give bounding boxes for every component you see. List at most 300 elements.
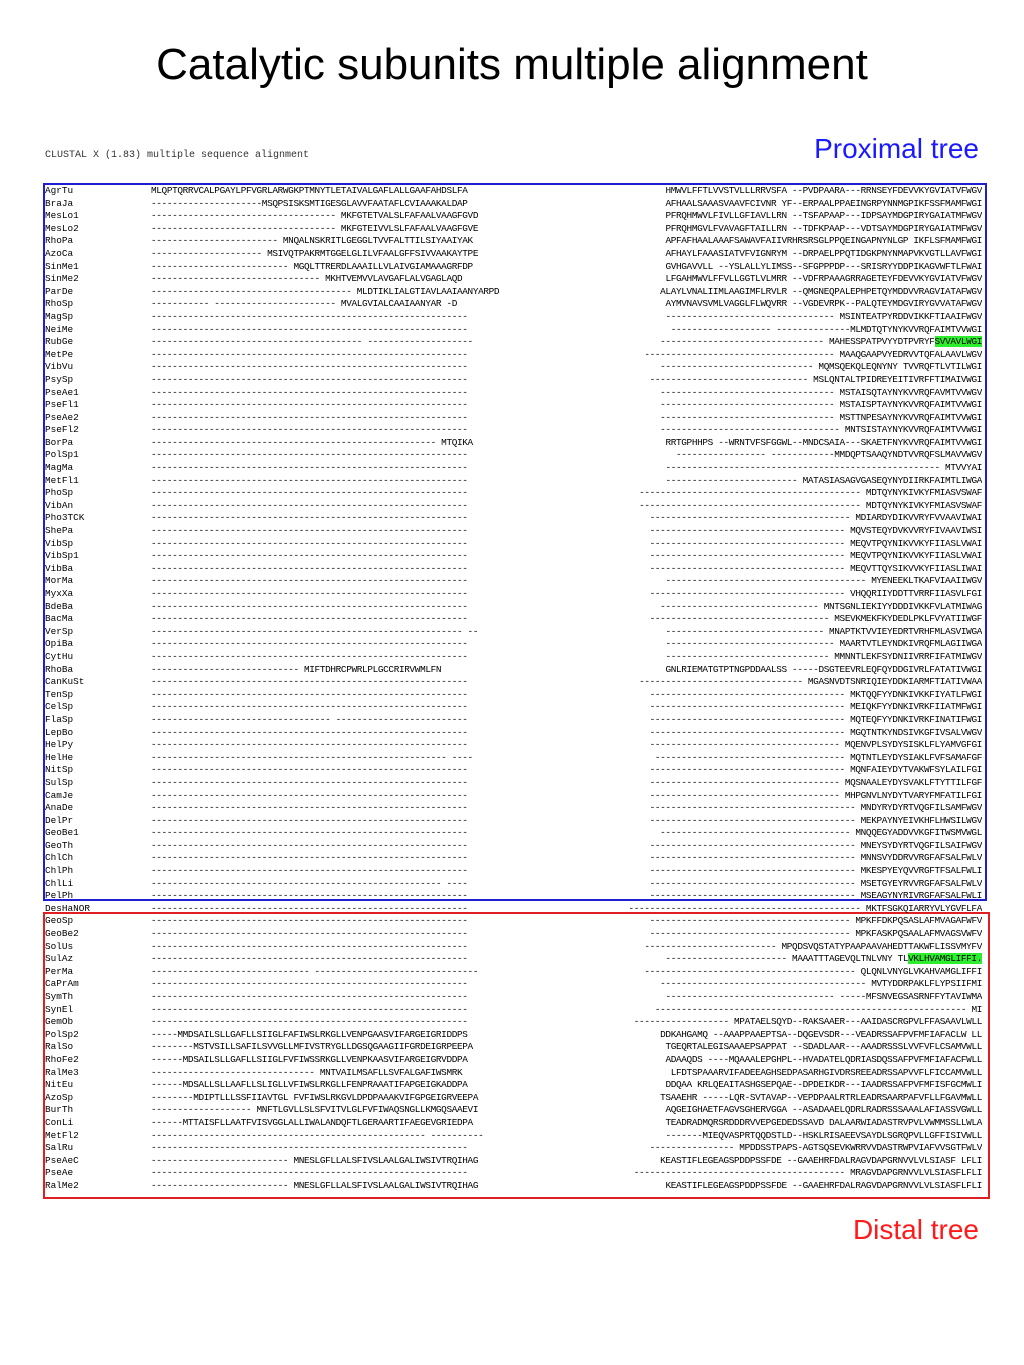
sequence-block-1: ------------------------------------------------------------: [151, 978, 468, 990]
alignment-row: [45, 1092, 985, 1105]
sequence-block-2: [572, 512, 982, 525]
sequence-block-2: [572, 714, 982, 727]
sequence-block-2-text: GNLRIEMATGTPTNGPDDAALSS -----DSGTEEVRLEQFQYDDGIVRLFATATIVWGI: [665, 663, 982, 675]
sequence-block-2-text: AFHAALSAAASVAAVFCIVNR YF--ERPAALPPAEINGRPYNNMGPIKFSSFMAMFWGI: [665, 197, 982, 209]
alignment-row: [45, 412, 985, 425]
sequence-block-1: ------------------------------------------------------------: [151, 512, 468, 524]
sequence-block-2: [572, 915, 982, 928]
sequence-name: VibAn: [45, 499, 74, 511]
sequence-block-2: [572, 941, 982, 954]
sequence-block-2: [572, 563, 982, 576]
alignment-rows: [45, 185, 985, 1193]
sequence-block-2: [572, 664, 982, 677]
sequence-block-2: [572, 752, 982, 765]
sequence-block-2-text: ---------------- MPDDSSTPAPS-AGTSQSEVKWRRVVDASTRWPVIAFVVSGTFWLV: [649, 1142, 982, 1154]
sequence-block-2-text: ADAAQDS ----MQAAALEPGHPL--HVADATELQDRIASDQSSAFPVFMFIAFACFWLL: [665, 1053, 982, 1065]
alignment-row: [45, 651, 985, 664]
sequence-block-2-text: --------------------------------------- MKESPYEYQVVRGFTFSALFWLI: [649, 865, 982, 877]
alignment-row: [45, 1142, 985, 1155]
sequence-block-2: [572, 928, 982, 941]
sequence-name: Pho3TCK: [45, 512, 85, 524]
sequence-block-1: ------------------------------------------------------------: [151, 890, 468, 902]
sequence-name: HelHe: [45, 751, 74, 763]
sequence-block-1: ------------------------------------------------------------: [151, 361, 468, 373]
sequence-name: VerSp: [45, 625, 74, 637]
sequence-block-2: [572, 538, 982, 551]
sequence-block-2-text: ------------------------------------- MQTEQFYYDNKIVRKFINATIFWGI: [649, 713, 982, 725]
sequence-block-2-text: TEADRADMQRSRDDDRVVEPGEDEDSSAVD DALAARWIADASTRVPVLVWMMSSLLWLA: [665, 1116, 982, 1128]
alignment-row: [45, 689, 985, 702]
sequence-block-2: [572, 588, 982, 601]
sequence-block-2: [572, 613, 982, 626]
sequence-name: OpiBa: [45, 638, 74, 650]
alignment-row: [45, 928, 985, 941]
alignment-row: [45, 714, 985, 727]
sequence-block-2: [572, 815, 982, 828]
sequence-block-2: [572, 298, 982, 311]
sequence-name: SynEl: [45, 1003, 74, 1015]
sequence-name: MetPe: [45, 348, 74, 360]
alignment-row: [45, 953, 985, 966]
alignment-row: [45, 941, 985, 954]
sequence-block-1: ------------------------------------------------------------: [151, 814, 468, 826]
sequence-block-1: ------------------------------------------------------------: [151, 676, 468, 688]
sequence-block-2-text: -------MIEQVASPRTQQDSTLD--HSKLRISAEEVSAYDLSGRQPVLLGFFISIVWLL: [665, 1129, 982, 1141]
sequence-block-1: ------------------------------------------------------------: [151, 575, 468, 587]
alignment-row: [45, 525, 985, 538]
sequence-block-2: [572, 361, 982, 374]
sequence-name: RalMe3: [45, 1066, 79, 1078]
sequence-block-2: [572, 991, 982, 1004]
sequence-block-2: [572, 374, 982, 387]
sequence-block-2: [572, 324, 982, 337]
sequence-block-1: ------------------------------------------------------------: [151, 789, 468, 801]
sequence-block-2: [572, 953, 982, 966]
sequence-name: PerMa: [45, 965, 74, 977]
sequence-block-1: ------------------------------------------------------------: [151, 499, 468, 511]
distal-tree-label: Distal tree: [852, 1214, 979, 1245]
sequence-block-1: ------------------------------------------------------------: [151, 386, 468, 398]
sequence-block-2-text: KEASTIFLEGEAGSPDDPSSFDE --GAAEHRFDALRAGVDAPGRNVVLVLSIASFLFLI: [665, 1179, 982, 1191]
sequence-name: MyxXa: [45, 588, 74, 599]
sequence-block-1: ---------------------------- MIFTDHRCPWRLPLGCCRIRVWMLFN: [151, 663, 442, 675]
sequence-block-1: ------------------------------------------------------------: [151, 852, 468, 864]
sequence-block-2-text: --------------------------------- MSTAISPTAYNYKVVRQFAIMTVVWGI: [660, 399, 982, 411]
sequence-name: RhoFe2: [45, 1053, 79, 1065]
sequence-block-1: ------------------------------------------------------------: [151, 739, 468, 751]
sequence-block-1: ----------------------------------- MKFGTEIVVLSLFAFAALVAAGFGVE: [151, 222, 479, 234]
sequence-block-1: -----MMDSAILSLLGAFLLSIIGLFAFIWSLRKGLLVENPGAASVIFARGEIGRIDDPS: [151, 1028, 468, 1040]
sequence-block-2-text: -------------------------------- MSINTEATPYRDDVIKKFTIAAIFWGV: [665, 310, 982, 322]
sequence-block-2-text: --------------------------------- MSTAISQTAYNYKVVRQFAVMTVVWGV: [660, 386, 982, 398]
sequence-name: VibSp1: [45, 550, 79, 562]
sequence-block-2: [572, 550, 982, 563]
sequence-block-2: [572, 462, 982, 475]
sequence-block-2: [572, 727, 982, 740]
alignment-row: [45, 752, 985, 765]
sequence-block-2: [572, 890, 982, 903]
sequence-block-2: [572, 1117, 982, 1130]
sequence-name: VibBa: [45, 562, 74, 574]
sequence-block-2-text: RRTGPHHPS --WRNTVFSFGGWL--MNDCSAIA---SKAETFNYKVVRQFAIMTVVWGI: [665, 436, 982, 448]
sequence-name: MagSp: [45, 310, 74, 322]
sequence-block-2-text: ------------------------------------- MEIQKFYYDNKIVRKFIIATMFWGI: [649, 701, 982, 713]
sequence-block-2-text: ----------------------------- MQMSQEKQLEQNYNY TVVRQFTLVTILWGI: [660, 361, 982, 373]
sequence-block-2-text: --------------------------------------- MVTYDDRPAKLFLYPSIIFMI: [660, 978, 982, 990]
alignment-row: [45, 210, 985, 223]
alignment-row: [45, 462, 985, 475]
sequence-block-2-text: --------------------------------- MSTTNPESAYNYKVVRQFAIMTVVWGI: [660, 411, 982, 423]
sequence-name: PseAe: [45, 1167, 74, 1179]
sequence-block-2-text: ---------------------------------------- MRAGVDAPGRNVVLVLSIASFLFLI: [633, 1167, 982, 1179]
sequence-block-2: [572, 349, 982, 362]
sequence-block-1: ----------------------------------------------------------- --: [151, 625, 479, 637]
sequence-block-1: --------MDIPTLLLSSFIIAVTGL FVFIWSLRKGVLDPDPAAAKVIFGPGEIGRVEEPA: [151, 1091, 479, 1103]
sequence-block-1: ------------------------------------------------------------: [151, 902, 468, 914]
sequence-name: BacMa: [45, 613, 74, 625]
sequence-block-1: ------------------------------------------------------------: [151, 600, 468, 612]
sequence-block-2: [572, 1004, 982, 1017]
alignment-row: [45, 487, 985, 500]
alignment-row: [45, 424, 985, 437]
sequence-name: PhoSp: [45, 487, 74, 499]
sequence-name: CamJe: [45, 789, 74, 801]
sequence-block-1: ------------------------------------------------------------: [151, 865, 468, 877]
sequence-block-1: -------------------------------------- MLDTIKLIALGTIAVLAAIAANYARPD: [151, 285, 500, 297]
sequence-block-2-text: ---------------------------------------------------- MTVVYAI: [665, 462, 982, 474]
sequence-name: MetFl1: [45, 474, 79, 486]
sequence-block-1: ----------- ----------------------- MVALGVIALCAAIAANYAR -D: [151, 298, 458, 310]
sequence-block-2: [572, 601, 982, 614]
sequence-block-1: ------------------------------------------------------------: [151, 399, 468, 411]
sequence-block-2: [572, 739, 982, 752]
sequence-name: ConLi: [45, 1116, 74, 1128]
sequence-block-2-text: KEASTIFLEGEAGSPDDPSSFDE --GAAEHRFDALRAGVDAPGRNVVLVLSIASF LFLI: [660, 1154, 982, 1166]
alignment-row: [45, 273, 985, 286]
alignment-row: [45, 449, 985, 462]
sequence-name: BurTh: [45, 1104, 74, 1116]
sequence-block-2-text: ALAYLVNALIIMLAAGIMFLRVLR --QMGNEQPALEPHPETQYMDDVVRAGVIATAFWGV: [660, 285, 982, 297]
sequence-block-2: [572, 903, 982, 916]
sequence-block-1: ------------------------------------------------------------: [151, 701, 468, 713]
sequence-name: CaPrAm: [45, 978, 79, 990]
sequence-block-2: [572, 1067, 982, 1080]
sequence-block-2-text: GVHGAVVLL --YSLALLYLIMSS--SFGPPPDP---SRISRYYDDPIKAGVWFTLFWAI: [665, 260, 982, 272]
alignment-row: [45, 626, 985, 639]
sequence-block-2-text: ------------------------------------------ MDTQYNYKIVKYFMIASVSWAF: [639, 499, 982, 511]
sequence-block-1: ------------------------------------------------------------: [151, 726, 468, 738]
sequence-block-2: [572, 1029, 982, 1042]
sequence-name: DesHaNOR: [45, 902, 91, 914]
sequence-block-2-text: -------------------------------------------- MKTFSGKQIARRYVLYGVFLFA: [628, 902, 982, 914]
sequence-name: ParDe: [45, 285, 74, 297]
sequence-block-2-text: --------------------------------------- MSEAGYNYRIVRGFAFSALFWLI: [649, 890, 982, 902]
sequence-block-2-text: ------------------------------------- MEQVTTQYSIKVVKYFIIASLIWAI: [649, 562, 982, 574]
alignment-row: [45, 613, 985, 626]
sequence-block-1: ------------------------------------------------------------: [151, 424, 468, 436]
sequence-block-2: [572, 1180, 982, 1193]
sequence-name: GeoBe1: [45, 827, 79, 839]
sequence-name: PseFl1: [45, 399, 79, 411]
alignment-row: [45, 575, 985, 588]
sequence-block-2-text: ------------------------------------------ MDTQYNYKIVKYFMIASVSWAF: [639, 487, 982, 499]
alignment-row: [45, 739, 985, 752]
sequence-block-1: ------------------------------------------------------------: [151, 650, 468, 662]
sequence-block-2-text: HMWVLFFTLVVSTVLLLRRVSFA --PVDPAARA---RRNSEYFDEVVKYGVIATVFWGV: [665, 185, 982, 196]
sequence-block-1: ------------------------------------------------------------: [151, 310, 468, 322]
alignment-row: [45, 185, 985, 198]
sequence-block-2-text: ------------------------------------- MQVSTEQYDVKVVRYFIVAAVIWSI: [649, 525, 982, 537]
page-title: Catalytic subunits multiple alignment: [156, 40, 868, 89]
sequence-name: AgrTu: [45, 185, 74, 196]
sequence-block-1: -------------------------- MNESLGFLLALSFIVSLAALGALIWSIVTRQIHAG: [151, 1154, 479, 1166]
sequence-block-1: ------------------------------------------------------------: [151, 915, 468, 927]
sequence-block-2-text: ------------------------------------- MKTQQFYYDNKIVKKFIYATLFWGI: [649, 688, 982, 700]
sequence-block-1: ------------------------------------------------------------: [151, 688, 468, 700]
sequence-block-2-text: ----------------------------------------------------------- MI: [654, 1003, 982, 1015]
sequence-block-2: [572, 412, 982, 425]
alignment-row: [45, 1180, 985, 1193]
sequence-block-2: [572, 1104, 982, 1117]
sequence-name: BraJa: [45, 197, 74, 209]
sequence-block-2-text: ------------------------------- MMNNTLEKFSYDNIIVRRFIFATMIWGV: [665, 650, 982, 662]
sequence-block-2-text: AYMVNAVSVMLVAGGLFLWQVRR --VGDEVRPK--PALQTEYMDGVIRYGVVATAFWGV: [665, 298, 982, 310]
sequence-block-2: [572, 424, 982, 437]
sequence-block-2: [572, 235, 982, 248]
alignment-row: [45, 1155, 985, 1168]
sequence-block-2: [572, 676, 982, 689]
sequence-name: HelPy: [45, 739, 74, 751]
sequence-block-2-text: -------------------------------------- MPKFFDKPQSASLAFMVAGAFWFV: [649, 915, 982, 927]
sequence-name: ShePa: [45, 525, 74, 537]
sequence-block-1: -------------------------- MNESLGFLLALSFIVSLAALGALIWSIVTRQIHAG: [151, 1179, 479, 1191]
sequence-block-2: [572, 689, 982, 702]
sequence-name: SinMe2: [45, 273, 79, 285]
alignment-row: [45, 223, 985, 236]
alignment-row: [45, 865, 985, 878]
sequence-block-1: -------------------------------- MKHTVEMVVLAVGAFLALVGAGLAQD: [151, 273, 463, 285]
sequence-block-2: [572, 185, 982, 198]
sequence-block-2-text: TSAAEHR -----LQR-SVTAVAP--VEPDPAALRTRLEADRSAARPAFVFLLFGAVMWLL: [660, 1091, 982, 1103]
sequence-block-2: [572, 802, 982, 815]
alignment-row: [45, 261, 985, 274]
alignment-row: [45, 777, 985, 790]
alignment-row: [45, 1067, 985, 1080]
alignment-row: [45, 991, 985, 1004]
alignment-row: [45, 336, 985, 349]
sequence-name: NeiMe: [45, 323, 74, 335]
alignment-row: [45, 727, 985, 740]
sequence-name: FlaSp: [45, 713, 74, 725]
alignment-row: [45, 915, 985, 928]
sequence-name: BorPa: [45, 436, 74, 448]
alignment-row: [45, 890, 985, 903]
sequence-block-2-text: -------------------------------------- MPKFASKPQSAALAFMVAGSVWFV: [649, 928, 982, 940]
sequence-block-2-text: ------------------------------------- VHQQRIIYDDTTVRRFIIASVLFGI: [649, 588, 982, 599]
sequence-block-2: [572, 437, 982, 450]
sequence-block-2-text: ----------------- ------------MMDQPTSAAQYNDTVVRQFSLMAVVWGV: [675, 449, 982, 461]
sequence-block-2: [572, 651, 982, 664]
sequence-block-2: [572, 273, 982, 286]
alignment-row: [45, 235, 985, 248]
sequence-name: NitSp: [45, 764, 74, 776]
sequence-block-2: [572, 311, 982, 324]
sequence-block-1: --------MSTVSILLSAFILSVVGLLMFIVSTRYGLLDGSQGAAGIIFGRDEIGRPEEPA: [151, 1041, 473, 1053]
sequence-block-2: [572, 500, 982, 513]
sequence-block-2: [572, 223, 982, 236]
sequence-block-2: [572, 286, 982, 299]
sequence-block-2-text: --------------------------------------- MNEYSYDYRTVQGFILSAIFWGV: [649, 839, 982, 851]
sequence-block-1: ------------------- MNFTLGVLLSLSFVITVLGLFVFIWAQSNGLLKMGQSAAEVI: [151, 1104, 479, 1116]
sequence-block-2-text: PFRQHMGVLFVAVAGFTAILLRN --TDFKPAAP---VDTSAYMDGPIRYGAIATMFWGV: [665, 222, 982, 234]
sequence-block-1: ------------------------------------------------------- ----: [151, 877, 468, 889]
sequence-block-2-text: ------------------------------------ MQENVPLSYDYSISKLFLYAMVGFGI: [649, 739, 982, 751]
sequence-block-2: [572, 852, 982, 865]
sequence-block-1: ------------------------------------------------------------: [151, 1142, 468, 1154]
sequence-name: SulAz: [45, 953, 74, 965]
alignment-row: [45, 399, 985, 412]
sequence-block-1: ----------------------------------- MKFGTETVALSLFAFAALVAAGFGVD: [151, 210, 479, 222]
alignment-row: [45, 664, 985, 677]
sequence-name: MesLo2: [45, 222, 79, 234]
sequence-name: SolUs: [45, 940, 74, 952]
sequence-name: PsySp: [45, 373, 74, 385]
alignment-row: [45, 764, 985, 777]
alignment-row: [45, 966, 985, 979]
sequence-block-1: ------------------------------ -------------------------------: [151, 965, 479, 977]
sequence-block-2-text: ------------------------------- MAHESSPATPVYYDTPVRYF: [660, 336, 935, 348]
sequence-block-1: ------------------------------------------------------------: [151, 928, 468, 940]
sequence-name: PelPh: [45, 890, 74, 902]
sequence-block-2-text: ------------------------------------- MQNFAIEYDYTVAKWFSYLAILFGI: [649, 764, 982, 776]
sequence-name: MetFl2: [45, 1129, 79, 1141]
sequence-name: VibVu: [45, 361, 74, 373]
proximal-tree-label: Proximal tree: [814, 133, 979, 164]
sequence-name: PseAe1: [45, 386, 79, 398]
sequence-name: CelSp: [45, 701, 74, 713]
alignment-row: [45, 512, 985, 525]
alignment-row: [45, 198, 985, 211]
alignment-row: [45, 1054, 985, 1067]
sequence-name: RhoBa: [45, 663, 74, 675]
alignment-row: [45, 298, 985, 311]
sequence-block-2-text: ------------------------------------ MAAQGAAPVYEDRVVTQFALAAVLWGV: [644, 348, 982, 360]
sequence-block-2: [572, 777, 982, 790]
sequence-block-2: [572, 525, 982, 538]
sequence-block-2: [572, 1142, 982, 1155]
sequence-block-2: [572, 1155, 982, 1168]
sequence-block-1: ------------------------------------------------------------: [151, 525, 468, 537]
sequence-name: ChlPh: [45, 865, 74, 877]
sequence-block-2-text: ------------------------------------- MEQVTPQYNIKVVKYFIIASLVWAI: [649, 550, 982, 562]
sequence-name: MorMa: [45, 575, 74, 587]
sequence-name: MesLo1: [45, 210, 79, 222]
alignment-row: [45, 500, 985, 513]
highlighted-motif: VKLHVAMGLIFFI.: [908, 953, 982, 965]
sequence-block-1: ------MDSAILSLLGAFLLSIIGLFVFIWSSRKGLLVENPKAASVIFARGEIGRVDDPA: [151, 1053, 468, 1065]
sequence-block-2: [572, 210, 982, 223]
sequence-name: GemOb: [45, 1016, 74, 1028]
sequence-block-2: [572, 487, 982, 500]
sequence-block-1: ------------------------------------------------------------: [151, 550, 468, 562]
sequence-name: GeoBe2: [45, 928, 79, 940]
alignment-row: [45, 349, 985, 362]
alignment-row: [45, 550, 985, 563]
alignment-row: [45, 538, 985, 551]
sequence-block-2-text: --------------------------------------- MSETGYEYRVVRGFAFSALFWLV: [649, 877, 982, 889]
sequence-block-1: ------------------------------------------------------------: [151, 1167, 468, 1179]
sequence-block-2-text: ------------------------------ MNAPTKTVVIEYEDRTVRHFMLASVIWGA: [665, 625, 982, 637]
sequence-block-2: [572, 1167, 982, 1180]
alignment-row: [45, 1041, 985, 1054]
sequence-block-2: [572, 387, 982, 400]
sequence-block-2: [572, 1092, 982, 1105]
sequence-block-1: ------------------------------------------------------------: [151, 487, 468, 499]
sequence-block-2: [572, 248, 982, 261]
sequence-name: SalRu: [45, 1142, 74, 1154]
sequence-block-1: ------------------------------------------------------------: [151, 588, 468, 599]
sequence-block-2-text: --------------------------------------- MEKPAYNYEIVKHFLHWSILWGV: [649, 814, 982, 826]
sequence-name: AnaDe: [45, 802, 74, 814]
alignment-row: [45, 1167, 985, 1180]
sequence-name: NitEu: [45, 1079, 74, 1091]
alignment-row: [45, 1104, 985, 1117]
sequence-block-1: ------------------------------------------------------------: [151, 474, 468, 486]
sequence-name: AzoSp: [45, 1091, 74, 1103]
sequence-block-2-text: ------------------------------ MNTSGNLIEKIYYDDDIVKKFVLATMIWAG: [660, 600, 982, 612]
alignment-row: [45, 790, 985, 803]
sequence-block-2: [572, 764, 982, 777]
sequence-name: PolSp1: [45, 449, 79, 461]
sequence-block-1: ------------------------------------------------------------: [151, 449, 468, 461]
sequence-block-1: ---------------------MSQPSISKSMTIGESGLAVVFAATAFLCVIAAAKALDAP: [151, 197, 468, 209]
sequence-block-1: ------------------------------- MNTVAILMSAFLLSVFALGAFIWSMRK: [151, 1066, 463, 1078]
sequence-block-2-text: AFHAYLFAAASIATVFVIGNRYM --DRPAELPPQTIDGKPNYNMAPVKVGTLLAVFWGI: [665, 247, 982, 259]
sequence-block-2-text: TGEQRTALEGISAAAEPSAPPAT --SDADLAAR---AAADRSSSLVVFVFLCSAMVWLL: [665, 1041, 982, 1053]
sequence-block-2: [572, 198, 982, 211]
sequence-block-2-text: ------------------------------ MSLQNTALTPIDREYEITIVRFFTIMAIVWGI: [649, 373, 982, 385]
sequence-block-2-text: ------------------------------------ MHPGNVLNYDYTVARYFMFATILFGI: [649, 789, 982, 801]
sequence-block-1: ------------------------------------------------------------: [151, 1016, 468, 1028]
sequence-block-1: ------------------------------------------------------------: [151, 348, 468, 360]
alignment-row: [45, 588, 985, 601]
sequence-block-2-text: ----------------------- MAAATTTAGEVQLTNLVNY TL: [665, 953, 909, 965]
sequence-block-1: ------------------------------------------------------------: [151, 373, 468, 385]
sequence-name: CytHu: [45, 650, 74, 662]
sequence-block-2: [572, 336, 982, 349]
sequence-block-1: --------------------- MSIVQTPAKRMTGGELGLILVFAALGFFSIVVAAKAYTPE: [151, 247, 479, 259]
sequence-block-1: ------------------------------------------------------------: [151, 537, 468, 549]
sequence-block-2-text: ---------------------------------- MNTSISTAYNYKVVRQFAIMTVVWGI: [660, 424, 982, 436]
sequence-name: CanKuSt: [45, 676, 85, 688]
sequence-name: PolSp2: [45, 1028, 79, 1040]
alignment-row: [45, 1130, 985, 1143]
sequence-block-2: [572, 878, 982, 891]
sequence-block-2: [572, 840, 982, 853]
sequence-block-1: ------------------------------------------------------------: [151, 411, 468, 423]
sequence-block-1: ---------------------------------------- --------------------: [151, 336, 473, 348]
sequence-block-2: [572, 827, 982, 840]
sequence-name: VibSp: [45, 537, 74, 549]
alignment-row: [45, 701, 985, 714]
sequence-block-2-text: -------------------------------------- MDIARDYDIKVVRYFVVAAVIWAI: [649, 512, 982, 524]
sequence-block-1: ---------------------------------- -------------------------: [151, 713, 468, 725]
sequence-block-2-text: ------------------------------------ MQTNTLEYDYSIAKLFVFSAMAFGF: [654, 751, 982, 763]
sequence-block-2: [572, 261, 982, 274]
sequence-block-2-text: ------------------- --------------MLMDTQTYNYKVVRQFAIMTVVWGI: [670, 323, 982, 335]
sequence-block-2-text: --------------------------------------- MNDYRYDYRTVQGFILSAMFWGV: [649, 802, 982, 814]
alignment-row: [45, 1079, 985, 1092]
